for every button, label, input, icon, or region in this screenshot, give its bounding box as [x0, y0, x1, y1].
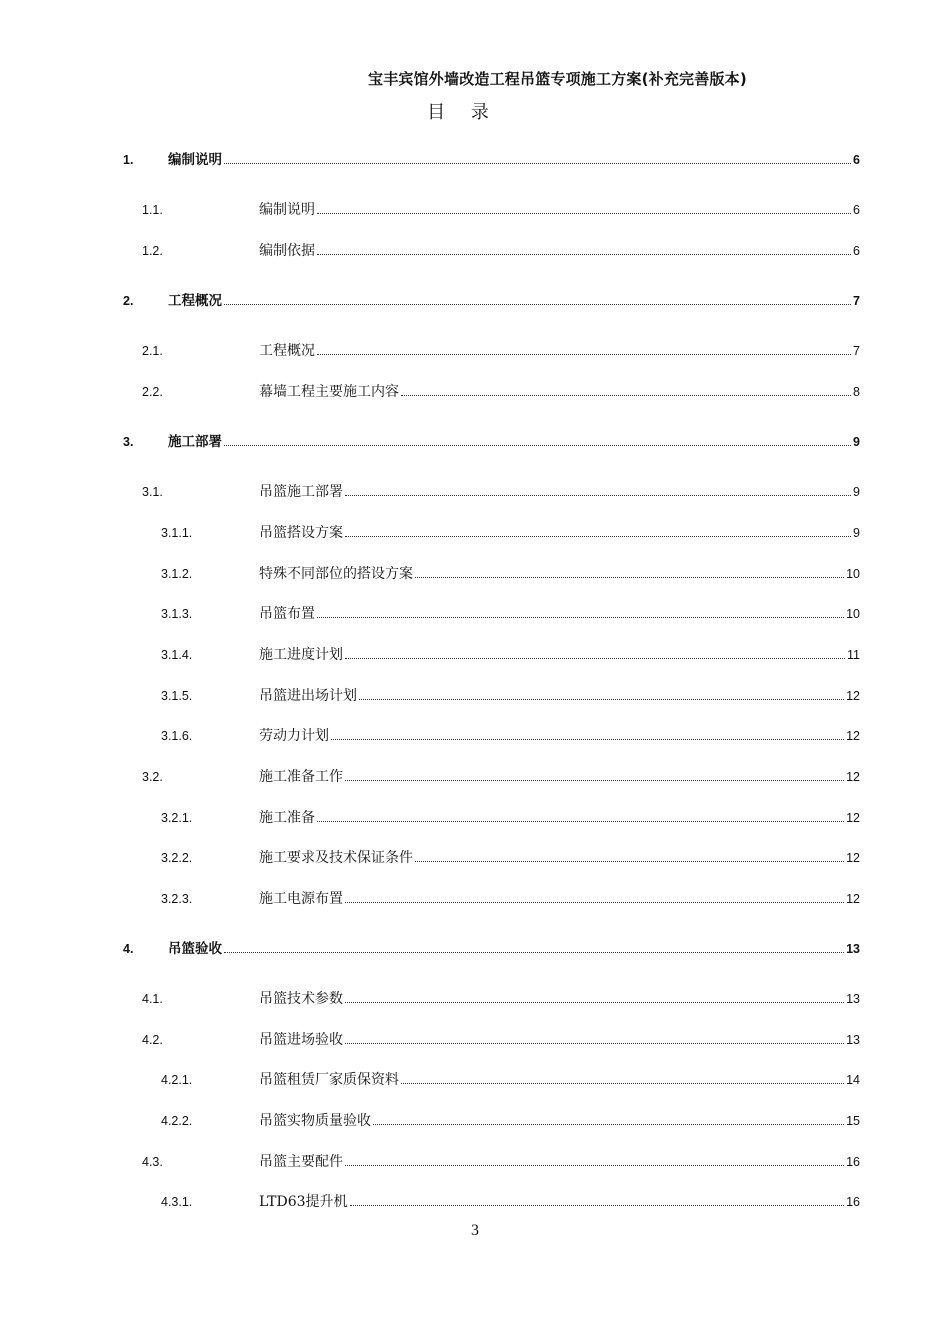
toc-entry-title: 施工进度计划	[259, 647, 343, 663]
toc-dot-leader	[345, 535, 851, 537]
toc-entry-number: 3.1.	[142, 485, 163, 499]
toc-entry-page: 8	[853, 385, 860, 399]
toc-entry-title: 吊篮施工部署	[259, 484, 343, 500]
toc-entry-page: 10	[846, 567, 860, 581]
toc-entry-number: 4.	[123, 942, 134, 956]
toc-entry-title: 施工准备工作	[259, 769, 343, 785]
toc-entry-page: 13	[846, 1033, 860, 1047]
toc-entry-title: 工程概况	[259, 343, 315, 359]
toc-dot-leader	[401, 394, 851, 396]
toc-entry-page: 6	[853, 153, 860, 167]
toc-entry-page: 7	[853, 344, 860, 358]
toc-entry-number: 1.1.	[142, 203, 163, 217]
toc-dot-leader	[224, 162, 851, 164]
toc-entry-number: 4.3.	[142, 1155, 163, 1169]
toc-entry-page: 9	[853, 435, 860, 449]
page-number: 3	[471, 1222, 479, 1239]
toc-dot-leader	[401, 1082, 844, 1084]
toc-entry-number: 3.	[123, 435, 134, 449]
toc-entry[interactable]	[142, 481, 860, 503]
toc-entry-page: 12	[846, 770, 860, 784]
toc-entry[interactable]	[123, 290, 860, 312]
toc-entry[interactable]	[161, 888, 860, 910]
toc-entry-title: 吊篮进出场计划	[259, 688, 357, 704]
document-header: 宝丰宾馆外墙改造工程吊篮专项施工方案(补充完善版本)	[368, 70, 747, 88]
toc-dot-leader	[345, 1164, 844, 1166]
toc-entry-title: 施工准备	[259, 810, 315, 826]
toc-dot-leader	[345, 779, 844, 781]
toc-entry-number: 2.2.	[142, 385, 163, 399]
toc-entry[interactable]	[142, 766, 860, 788]
toc-dot-leader	[224, 303, 851, 305]
toc-entry-number: 3.2.2.	[161, 851, 193, 865]
toc-entry-title: 施工电源布置	[259, 891, 343, 907]
toc-entry-number: 3.1.3.	[161, 607, 193, 621]
toc-entry-number: 4.3.1.	[161, 1195, 193, 1209]
toc-entry-page: 14	[846, 1073, 860, 1087]
toc-entry-title: 幕墙工程主要施工内容	[259, 384, 399, 400]
toc-entry-title: 吊篮验收	[168, 941, 222, 957]
toc-dot-leader	[317, 212, 851, 214]
toc-entry-number: 4.2.	[142, 1033, 163, 1047]
toc-entry[interactable]	[161, 1191, 860, 1213]
toc-entry-number: 3.2.3.	[161, 892, 193, 906]
toc-dot-leader	[317, 253, 851, 255]
toc-entry-title: LTD63提升机	[259, 1194, 348, 1210]
toc-entry-page: 10	[846, 607, 860, 621]
toc-entry-title: 施工部署	[168, 434, 222, 450]
toc-entry-number: 3.1.6.	[161, 729, 193, 743]
toc-dot-leader	[345, 657, 845, 659]
toc-entry-number: 3.1.1.	[161, 526, 193, 540]
toc-entry-title: 施工要求及技术保证条件	[259, 850, 413, 866]
toc-dot-leader	[415, 860, 844, 862]
toc-dot-leader	[331, 738, 844, 740]
toc-entry[interactable]	[161, 644, 860, 666]
toc-entry[interactable]	[142, 1029, 860, 1051]
toc-entry[interactable]	[161, 603, 860, 625]
toc-dot-leader	[350, 1204, 845, 1206]
toc-entry[interactable]	[123, 431, 860, 453]
toc-entry-page: 9	[853, 526, 860, 540]
toc-entry-number: 3.1.5.	[161, 689, 193, 703]
toc-entry-number: 4.1.	[142, 992, 163, 1006]
toc-entry-page: 16	[846, 1195, 860, 1209]
toc-entry-number: 3.2.1.	[161, 811, 193, 825]
toc-entry[interactable]	[161, 1110, 860, 1132]
toc-entry-number: 2.1.	[142, 344, 163, 358]
toc-entry[interactable]	[161, 685, 860, 707]
toc-entry[interactable]	[142, 1151, 860, 1173]
toc-entry[interactable]	[123, 938, 860, 960]
toc-dot-leader	[373, 1123, 844, 1125]
toc-dot-leader	[224, 951, 844, 953]
toc-entry-page: 7	[853, 294, 860, 308]
toc-entry[interactable]	[142, 240, 860, 262]
toc-entry-number: 1.	[123, 153, 134, 167]
toc-entry-title: 吊篮布置	[259, 606, 315, 622]
toc-title: 目 录	[427, 102, 499, 123]
toc-entry-page: 6	[853, 244, 860, 258]
toc-entry[interactable]	[142, 340, 860, 362]
toc-entry-title: 吊篮技术参数	[259, 991, 343, 1007]
toc-entry-page: 13	[846, 992, 860, 1006]
toc-entry-number: 3.1.4.	[161, 648, 193, 662]
toc-entry-title: 编制说明	[259, 202, 315, 218]
toc-entry-page: 9	[853, 485, 860, 499]
toc-entry[interactable]	[142, 381, 860, 403]
toc-entry-page: 6	[853, 203, 860, 217]
toc-entry-page: 16	[846, 1155, 860, 1169]
toc-entry-title: 吊篮搭设方案	[259, 525, 343, 541]
toc-dot-leader	[415, 576, 844, 578]
toc-entry[interactable]	[161, 725, 860, 747]
toc-entry[interactable]	[161, 807, 860, 829]
toc-dot-leader	[317, 353, 851, 355]
toc-dot-leader	[359, 698, 844, 700]
toc-dot-leader	[317, 616, 844, 618]
toc-entry-number: 2.	[123, 294, 134, 308]
toc-entry-title: 吊篮主要配件	[259, 1154, 343, 1170]
toc-dot-leader	[345, 494, 851, 496]
toc-entry-number: 1.2.	[142, 244, 163, 258]
toc-entry-title: 编制依据	[259, 243, 315, 259]
toc-entry[interactable]	[142, 199, 860, 221]
toc-entry-page: 12	[846, 892, 860, 906]
toc-entry-page: 11	[847, 648, 860, 662]
toc-entry-number: 4.2.2.	[161, 1114, 193, 1128]
toc-dot-leader	[345, 1042, 844, 1044]
toc-dot-leader	[317, 820, 844, 822]
toc-entry-page: 12	[846, 689, 860, 703]
toc-entry[interactable]	[142, 988, 860, 1010]
toc-entry-page: 12	[846, 811, 860, 825]
toc-entry-page: 13	[846, 942, 860, 956]
toc-dot-leader	[345, 901, 844, 903]
toc-entry[interactable]	[161, 522, 860, 544]
toc-dot-leader	[224, 444, 851, 446]
toc-entry-number: 3.1.2.	[161, 567, 193, 581]
toc-entry-title: 特殊不同部位的搭设方案	[259, 566, 413, 582]
toc-entry-title: 吊篮进场验收	[259, 1032, 343, 1048]
toc-entry-number: 3.2.	[142, 770, 163, 784]
toc-entry-title: 劳动力计划	[259, 728, 329, 744]
toc-entry-title: 吊篮租赁厂家质保资料	[259, 1072, 399, 1088]
toc-entry[interactable]	[161, 847, 860, 869]
toc-entry-page: 15	[846, 1114, 860, 1128]
toc-entry-title: 吊篮实物质量验收	[259, 1113, 371, 1129]
toc-entry-title: 编制说明	[168, 152, 222, 168]
toc-entry[interactable]	[161, 1069, 860, 1091]
toc-dot-leader	[345, 1001, 844, 1003]
toc-entry[interactable]	[161, 563, 860, 585]
toc-entry-page: 12	[846, 729, 860, 743]
toc-entry-number: 4.2.1.	[161, 1073, 193, 1087]
toc-entry-title: 工程概况	[168, 293, 222, 309]
toc-entry[interactable]	[123, 149, 860, 171]
toc-entry-page: 12	[846, 851, 860, 865]
